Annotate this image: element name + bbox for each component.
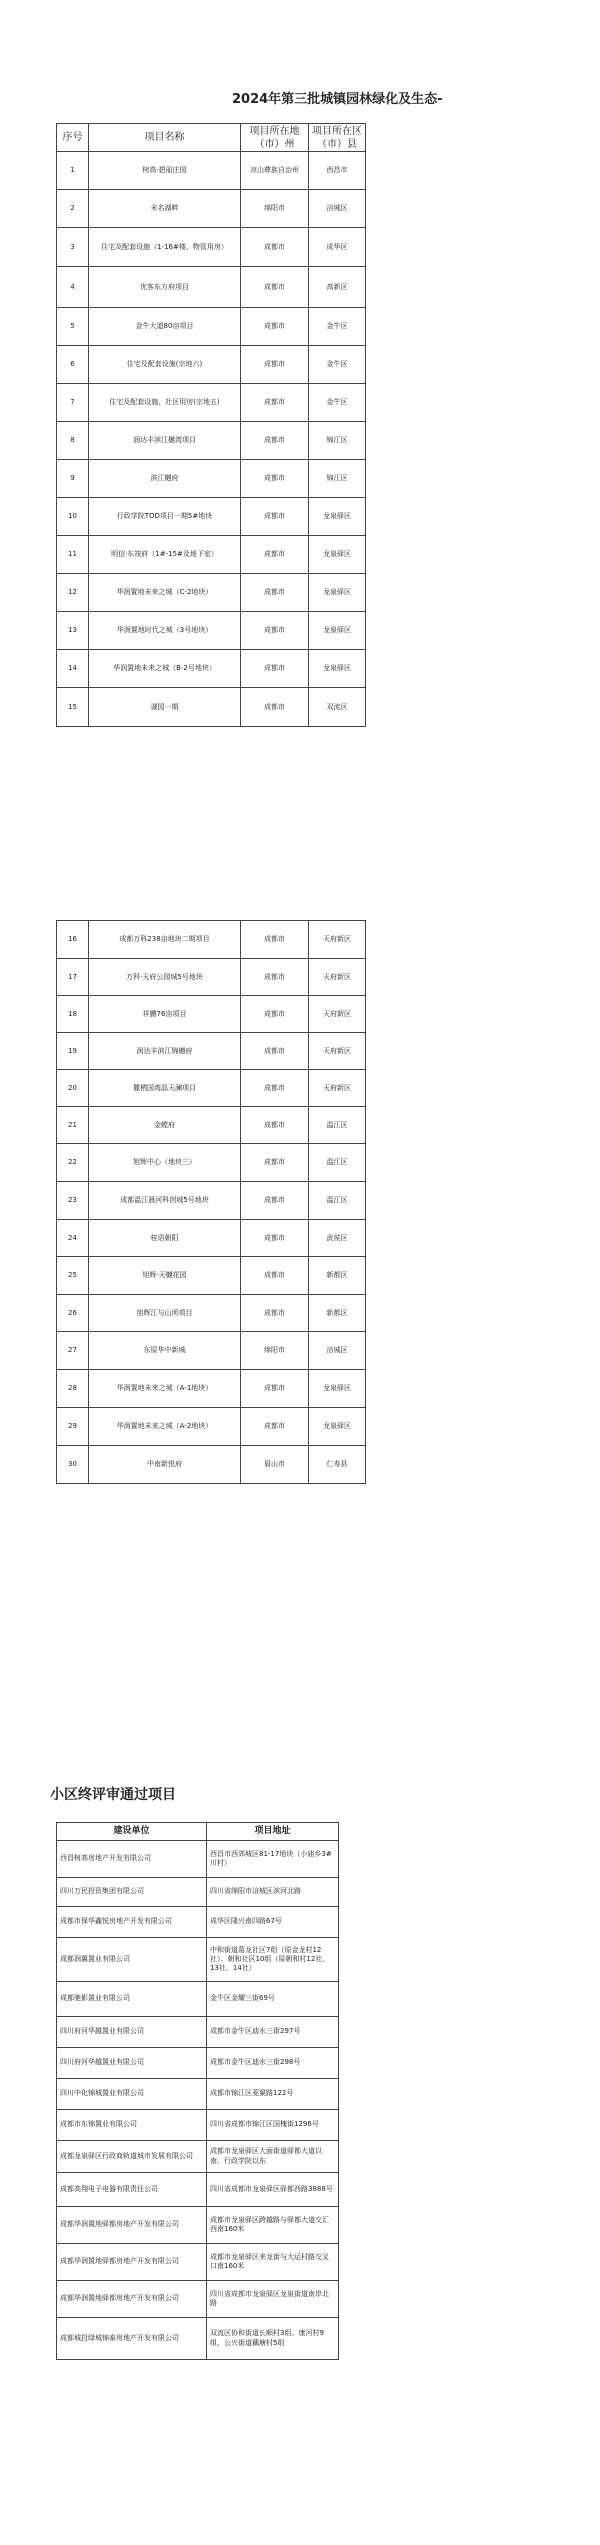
project-district: 天府新区 xyxy=(309,996,366,1033)
row-no: 29 xyxy=(57,1408,89,1446)
table-row xyxy=(57,190,366,228)
project-city: 成都市 xyxy=(241,1408,309,1446)
table-row xyxy=(57,650,366,688)
project-name: 旭辉·天樾花园 xyxy=(89,1257,241,1295)
project-city: 成都市 xyxy=(241,1295,309,1332)
table-row xyxy=(57,2110,339,2141)
row-no: 10 xyxy=(57,498,89,536)
project-name: 树高·碧丽庄园 xyxy=(89,152,241,190)
project-district: 金牛区 xyxy=(309,346,366,384)
project-name: 东原华中新城 xyxy=(89,1332,241,1370)
project-city: 成都市 xyxy=(241,460,309,498)
project-district: 金牛区 xyxy=(309,308,366,346)
row-no: 3 xyxy=(57,228,89,267)
row-no: 15 xyxy=(57,688,89,727)
project-city: 成都市 xyxy=(241,1182,309,1220)
project-city: 成都市 xyxy=(241,959,309,996)
project-name: 住宅及配套设施(宗地六) xyxy=(89,346,241,384)
project-district: 新都区 xyxy=(309,1295,366,1332)
builder-name: 四川中化锦城置业有限公司 xyxy=(57,2079,207,2110)
builder-name: 成都华润置地驿都房地产开发有限公司 xyxy=(57,2281,207,2318)
row-no: 27 xyxy=(57,1332,89,1370)
project-city: 绵阳市 xyxy=(241,1332,309,1370)
project-district: 温江区 xyxy=(309,1182,366,1220)
project-city: 绵阳市 xyxy=(241,190,309,228)
project-address: 四川省绵阳市涪城区滨河北路 xyxy=(207,1878,339,1907)
row-no: 16 xyxy=(57,921,89,959)
project-address: 成都市金牛区迪水三街297号 xyxy=(207,2017,339,2048)
header-city: 项目所在地（市）州 xyxy=(241,124,309,152)
row-no: 7 xyxy=(57,384,89,422)
builder-name: 成都驰影置业有限公司 xyxy=(57,1982,207,2017)
project-district: 温江区 xyxy=(309,1107,366,1144)
builder-name: 四川府河华越置业有限公司 xyxy=(57,2048,207,2079)
row-no: 30 xyxy=(57,1446,89,1484)
table-header-row xyxy=(57,1823,339,1841)
table-row xyxy=(57,384,366,422)
table-row xyxy=(57,422,366,460)
table-row xyxy=(57,959,366,996)
project-district: 天府新区 xyxy=(309,1070,366,1107)
project-district: 武侯区 xyxy=(309,1220,366,1257)
row-no: 4 xyxy=(57,267,89,308)
project-name: 优客东方府项目 xyxy=(89,267,241,308)
project-district: 仁寿县 xyxy=(309,1446,366,1484)
project-district: 锦江区 xyxy=(309,460,366,498)
project-city: 成都市 xyxy=(241,536,309,574)
project-city: 成都市 xyxy=(241,422,309,460)
table-row xyxy=(57,267,366,308)
project-name: 润达丰滨江锦樾府 xyxy=(89,1033,241,1070)
project-city: 成都市 xyxy=(241,346,309,384)
project-city: 成都市 xyxy=(241,228,309,267)
project-district: 龙泉驿区 xyxy=(309,498,366,536)
project-district: 成华区 xyxy=(309,228,366,267)
project-city: 成都市 xyxy=(241,574,309,612)
project-name: 华润置地未来之城（B-2号地块） xyxy=(89,650,241,688)
project-name: 万科·天府公园城5号地块 xyxy=(89,959,241,996)
project-name: 桂语朝阳 xyxy=(89,1220,241,1257)
row-no: 20 xyxy=(57,1070,89,1107)
builder-name: 四川府河华越置业有限公司 xyxy=(57,2017,207,2048)
row-no: 5 xyxy=(57,308,89,346)
project-city: 成都市 xyxy=(241,612,309,650)
row-no: 8 xyxy=(57,422,89,460)
row-no: 21 xyxy=(57,1107,89,1144)
row-no: 19 xyxy=(57,1033,89,1070)
table-row xyxy=(57,346,366,384)
builder-name: 成都华润置地驿都房地产开发有限公司 xyxy=(57,2244,207,2281)
project-city: 凉山彝族自治州 xyxy=(241,152,309,190)
project-name: 成都万科238亩地块二期项目 xyxy=(89,921,241,959)
project-district: 龙泉驿区 xyxy=(309,1370,366,1408)
project-name: 金牛大道80亩项目 xyxy=(89,308,241,346)
project-district: 金牛区 xyxy=(309,384,366,422)
project-name: 祥鹏76亩项目 xyxy=(89,996,241,1033)
table-row xyxy=(57,1033,366,1070)
project-name: 华润置地未来之城（C-2地块） xyxy=(89,574,241,612)
row-no: 17 xyxy=(57,959,89,996)
table-row xyxy=(57,1070,366,1107)
project-table-part1 xyxy=(56,123,366,727)
table-row xyxy=(57,1841,339,1878)
table-row xyxy=(57,1938,339,1982)
project-name: 成都温江晨河科创城5号地块 xyxy=(89,1182,241,1220)
builder-name: 成都龙泉驿区行政商轨道城市发展有限公司 xyxy=(57,2141,207,2173)
table-row xyxy=(57,1220,366,1257)
table-row xyxy=(57,1982,339,2017)
table-row xyxy=(57,228,366,267)
project-address: 成都市金牛区迪水三街298号 xyxy=(207,2048,339,2079)
table-row xyxy=(57,1408,366,1446)
project-city: 成都市 xyxy=(241,1107,309,1144)
builder-name: 四川万民投资集团有限公司 xyxy=(57,1878,207,1907)
table-row xyxy=(57,1107,366,1144)
project-district: 涪城区 xyxy=(309,190,366,228)
header-address: 项目地址 xyxy=(207,1823,339,1841)
project-address: 四川省成都市锦江区国槐街1296号 xyxy=(207,2110,339,2141)
project-address: 中和街道葛龙社区7组（原金龙村12社）、朝和社区10组（原朝和村12社、13社、14社） xyxy=(207,1938,339,1982)
project-name: 旭辉江与山所项目 xyxy=(89,1295,241,1332)
row-no: 12 xyxy=(57,574,89,612)
builder-name: 成都润翼置业有限公司 xyxy=(57,1938,207,1982)
table-row xyxy=(57,1144,366,1182)
project-city: 成都市 xyxy=(241,921,309,959)
project-name: 华润置地未来之城（A-1地块） xyxy=(89,1370,241,1408)
row-no: 24 xyxy=(57,1220,89,1257)
table-row xyxy=(57,1332,366,1370)
project-city: 成都市 xyxy=(241,1033,309,1070)
table-row xyxy=(57,1182,366,1220)
project-district: 涪城区 xyxy=(309,1332,366,1370)
table-row xyxy=(57,921,366,959)
project-name: 润达丰滨江樾湾项目 xyxy=(89,422,241,460)
project-city: 成都市 xyxy=(241,1070,309,1107)
table-row xyxy=(57,1257,366,1295)
table-header-row xyxy=(57,124,366,152)
table-row xyxy=(57,460,366,498)
project-name: 滨江樾府 xyxy=(89,460,241,498)
builder-name: 成都华润置地驿都房地产开发有限公司 xyxy=(57,2207,207,2244)
project-district: 龙泉驿区 xyxy=(309,612,366,650)
table-row xyxy=(57,574,366,612)
project-name: 未名湖畔 xyxy=(89,190,241,228)
project-address: 成都市锦江区菱窠路122号 xyxy=(207,2079,339,2110)
project-district: 天府新区 xyxy=(309,1033,366,1070)
builder-name: 成都城投绿城锦泰房地产开发有限公司 xyxy=(57,2318,207,2360)
project-district: 龙泉驿区 xyxy=(309,574,366,612)
table-row xyxy=(57,2079,339,2110)
project-city: 成都市 xyxy=(241,1370,309,1408)
project-name: 住宅及配套设施、社区用房(宗地五) xyxy=(89,384,241,422)
project-district: 高新区 xyxy=(309,267,366,308)
row-no: 11 xyxy=(57,536,89,574)
project-name: 中南新悦府 xyxy=(89,1446,241,1484)
table-row xyxy=(57,2141,339,2173)
project-district: 温江区 xyxy=(309,1144,366,1182)
table-row xyxy=(57,688,366,727)
table-row xyxy=(57,2017,339,2048)
project-name: 明信·东竣府（1#-15#及地下室） xyxy=(89,536,241,574)
row-no: 28 xyxy=(57,1370,89,1408)
table-row xyxy=(57,1907,339,1938)
project-district: 锦江区 xyxy=(309,422,366,460)
table-row xyxy=(57,2173,339,2207)
table-row xyxy=(57,612,366,650)
project-city: 成都市 xyxy=(241,650,309,688)
project-name: 行政学院TOD项目一期5#地块 xyxy=(89,498,241,536)
table-row xyxy=(57,2244,339,2281)
project-address: 成都市龙泉驿区大面街道驿都大道以南、行政学院以东 xyxy=(207,2141,339,2173)
project-name: 华润置地未来之城（A-2地块） xyxy=(89,1408,241,1446)
table-row xyxy=(57,1370,366,1408)
project-address: 四川省成都市龙泉驿区龙泉街道南岸北路 xyxy=(207,2281,339,2318)
project-city: 成都市 xyxy=(241,308,309,346)
row-no: 14 xyxy=(57,650,89,688)
table-row xyxy=(57,2281,339,2318)
table-row xyxy=(57,152,366,190)
project-city: 成都市 xyxy=(241,688,309,727)
table-row xyxy=(57,308,366,346)
project-table-part2 xyxy=(56,920,366,1484)
header-district: 项目所在区（市）县 xyxy=(309,124,366,152)
project-district: 龙泉驿区 xyxy=(309,536,366,574)
project-address: 金牛区金耀三街69号 xyxy=(207,1982,339,2017)
row-no: 18 xyxy=(57,996,89,1033)
row-no: 22 xyxy=(57,1144,89,1182)
row-no: 26 xyxy=(57,1295,89,1332)
table-row xyxy=(57,2207,339,2244)
row-no: 9 xyxy=(57,460,89,498)
project-city: 眉山市 xyxy=(241,1446,309,1484)
header-no: 序号 xyxy=(57,124,89,152)
section-title: 小区终评审通过项目 xyxy=(50,1787,176,1803)
row-no: 2 xyxy=(57,190,89,228)
table-row xyxy=(57,996,366,1033)
project-city: 成都市 xyxy=(241,1220,309,1257)
project-city: 成都市 xyxy=(241,996,309,1033)
builder-name: 成都市保华鑫悦房地产开发有限公司 xyxy=(57,1907,207,1938)
project-address: 双流区协和街道长顺村3组、康河村9组、公兴街道藕塘村5组 xyxy=(207,2318,339,2360)
project-district: 天府新区 xyxy=(309,959,366,996)
project-name: 华润置地时代之城（3号地块） xyxy=(89,612,241,650)
row-no: 13 xyxy=(57,612,89,650)
page-title: 2024年第三批城镇园林绿化及生态- xyxy=(232,92,443,107)
project-name: 诚园一期 xyxy=(89,688,241,727)
row-no: 23 xyxy=(57,1182,89,1220)
project-address: 四川省成都市龙泉驿区驿都西路3888号 xyxy=(207,2173,339,2207)
table-row xyxy=(57,1446,366,1484)
project-district: 西昌市 xyxy=(309,152,366,190)
row-no: 25 xyxy=(57,1257,89,1295)
project-district: 龙泉驿区 xyxy=(309,650,366,688)
project-address: 成华区隆兴南四路67号 xyxy=(207,1907,339,1938)
table-row xyxy=(57,498,366,536)
header-builder: 建设单位 xyxy=(57,1823,207,1841)
project-city: 成都市 xyxy=(241,1257,309,1295)
header-name: 项目名称 xyxy=(89,124,241,152)
table-row xyxy=(57,1295,366,1332)
project-name: 旭辉中心（地块三） xyxy=(89,1144,241,1182)
project-address: 成都市龙泉驿区来龙街与大运村路交叉口南160米 xyxy=(207,2244,339,2281)
project-city: 成都市 xyxy=(241,1144,309,1182)
project-name: 麓栖国湾晶天澜项目 xyxy=(89,1070,241,1107)
row-no: 6 xyxy=(57,346,89,384)
project-city: 成都市 xyxy=(241,267,309,308)
table-row xyxy=(57,1878,339,1907)
project-district: 双流区 xyxy=(309,688,366,727)
project-city: 成都市 xyxy=(241,384,309,422)
project-address: 西昌市西郊城区81-17地块（小庙乡3#川村） xyxy=(207,1841,339,1878)
project-district: 天府新区 xyxy=(309,921,366,959)
project-name: 住宅及配套设施（1-16#楼、物管用房） xyxy=(89,228,241,267)
project-name: 金螳府 xyxy=(89,1107,241,1144)
builder-name: 成都高翔电子电器有限责任公司 xyxy=(57,2173,207,2207)
project-district: 龙泉驿区 xyxy=(309,1408,366,1446)
project-city: 成都市 xyxy=(241,498,309,536)
row-no: 1 xyxy=(57,152,89,190)
project-district: 新都区 xyxy=(309,1257,366,1295)
builder-name: 成都市东锦置业有限公司 xyxy=(57,2110,207,2141)
table-row xyxy=(57,2318,339,2360)
builder-name: 西昌树高房地产开发有限公司 xyxy=(57,1841,207,1878)
table-row xyxy=(57,536,366,574)
project-address: 成都市龙泉驿区跨越路与驿都大道交汇西南160米 xyxy=(207,2207,339,2244)
table-row xyxy=(57,2048,339,2079)
builder-table xyxy=(56,1822,339,2360)
